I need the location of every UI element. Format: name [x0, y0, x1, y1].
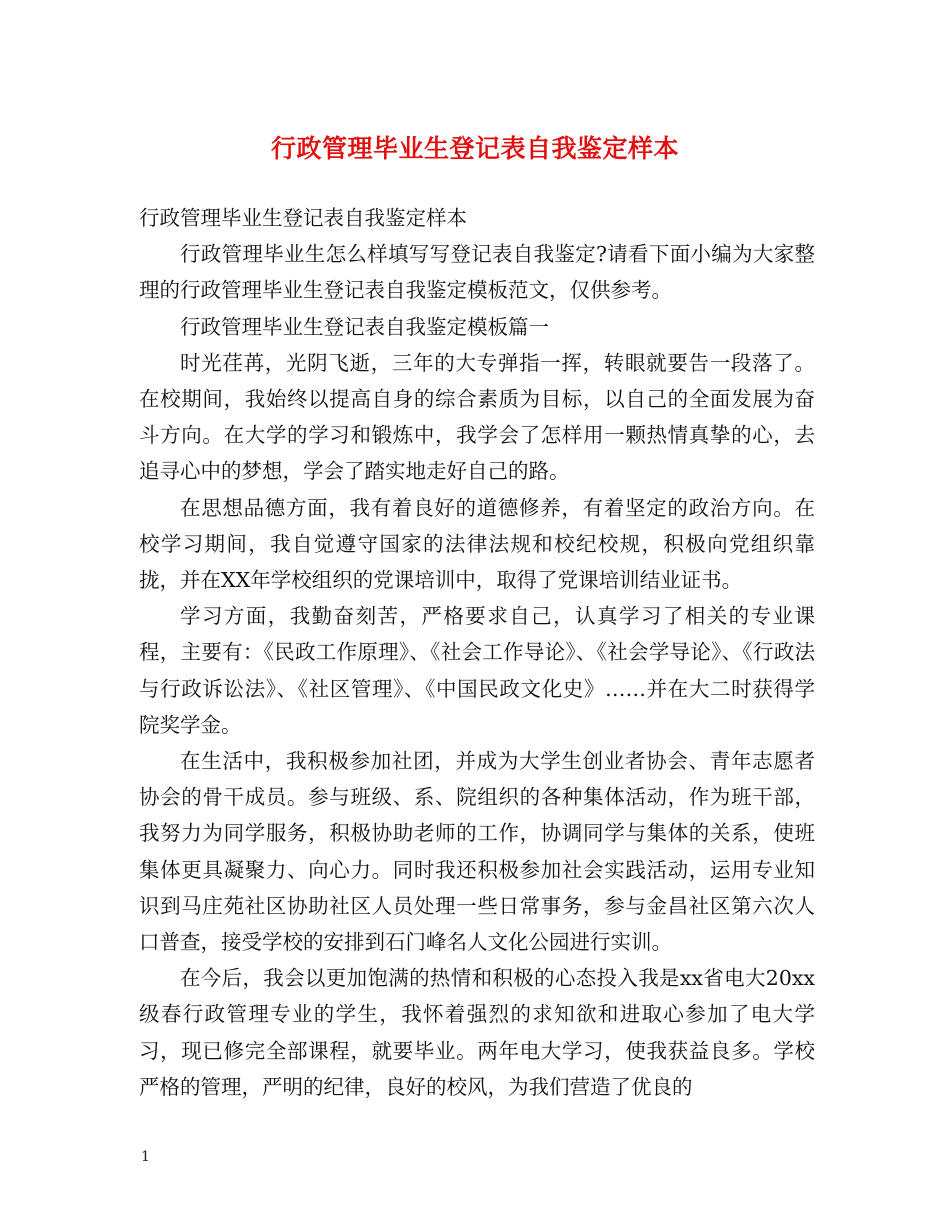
- body-paragraph-2: 在思想品德方面，我有着良好的道德修养，有着坚定的政治方向。在校学习期间，我自觉遵守国家的法律法规和校纪校规，积极向党组织靠拢，并在XX年学校组织的党课培训中，取得了党课培训结业证书。: [139, 495, 815, 593]
- page-number: 1: [141, 1149, 150, 1165]
- body-paragraph-4: 在生活中，我积极参加社团，并成为大学生创业者协会、青年志愿者协会的骨干成员。参与班级、系、院组织的各种集体活动，作为班干部，我努力为同学服务，积极协助老师的工作，协调同学与集体的关系，使班集体更具凝聚力、向心力。同时我还积极参加社会实践活动，运用专业知识到马庄苑社区协助社区人员处理一些日常事务，参与金昌社区第六次人口普查，接受学校的安排到石门峰名人文化公园进行实训。: [139, 749, 815, 955]
- body-paragraph-3: 学习方面，我勤奋刻苦，严格要求自己，认真学习了相关的专业课程，主要有：《民政工作原理》、《社会工作导论》、《社会学导论》、《行政法与行政诉讼法》、《社区管理》、《中国民政文化史》……并在大二时获得学院奖学金。: [139, 604, 815, 737]
- intro-paragraph: 行政管理毕业生怎么样填写写登记表自我鉴定?请看下面小编为大家整理的行政管理毕业生登记表自我鉴定模板范文，仅供参考。: [139, 242, 815, 303]
- body-paragraph-1: 时光荏苒，光阴飞逝，三年的大专弹指一挥，转眼就要告一段落了。在校期间，我始终以提高自身的综合素质为目标，以自己的全面发展为奋斗方向。在大学的学习和锻炼中，我学会了怎样用一颗热情真挚的心，去追寻心中的梦想，学会了踏实地走好自己的路。: [139, 350, 815, 484]
- section-heading: 行政管理毕业生登记表自我鉴定模板篇一: [180, 314, 549, 339]
- document-title: 行政管理毕业生登记表自我鉴定样本: [270, 134, 679, 163]
- body-paragraph-5: 在今后，我会以更加饱满的热情和积极的心态投入我是xx省电大20xx级春行政管理专业的学生，我怀着强烈的求知欲和进取心参加了电大学习，现已修完全部课程，就要毕业。两年电大学习，使我获益良多。学校严格的管理，严明的纪律，良好的校风，为我们营造了优良的: [139, 966, 815, 1099]
- subtitle-paragraph: 行政管理毕业生登记表自我鉴定样本: [139, 206, 467, 230]
- document-body: [139, 200, 815, 1105]
